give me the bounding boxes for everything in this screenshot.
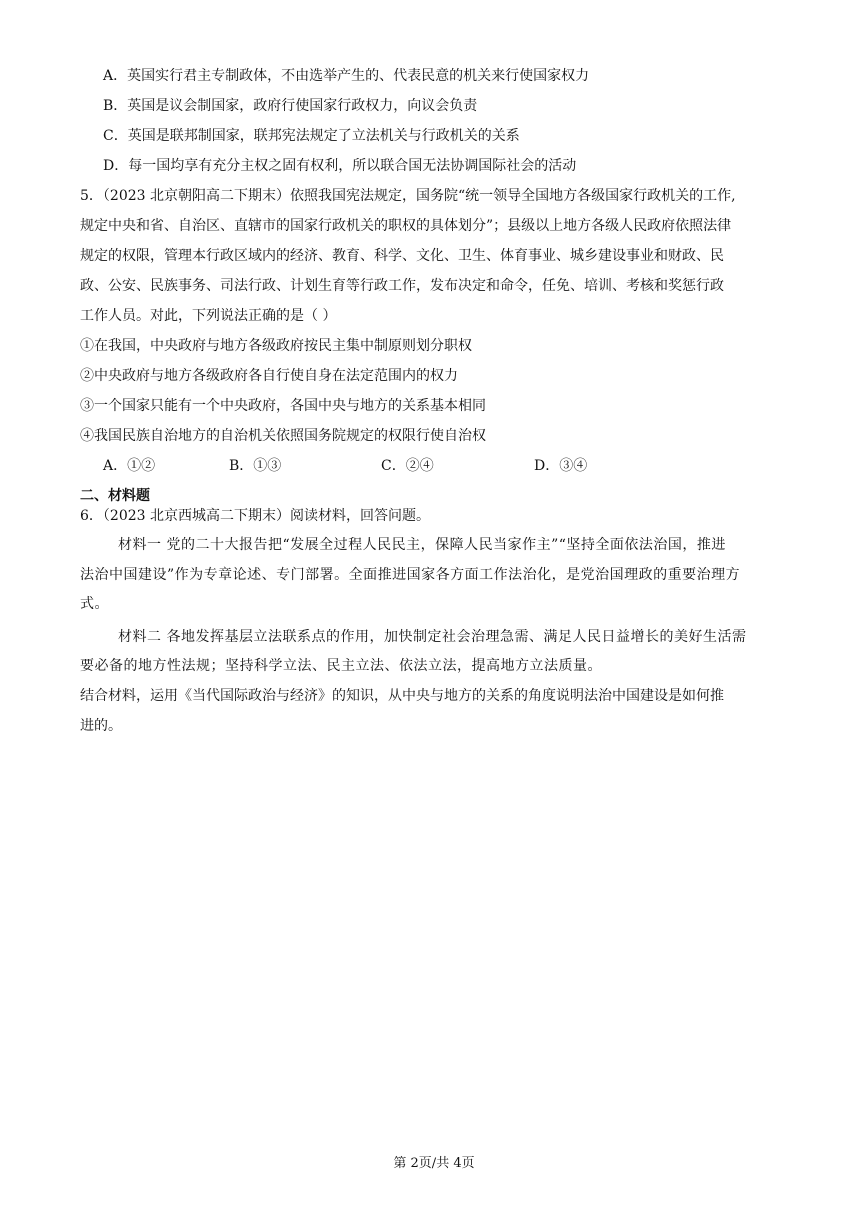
q5-option-c: C．②④	[381, 458, 434, 474]
q5-stem-line-5: 工作人员。对此，下列说法正确的是（ ）	[80, 308, 337, 324]
q6-material2-line-2: 要必备的地方性法规；坚持科学立法、民主立法、依法立法，提高地方立法质量。	[80, 658, 602, 674]
q6-question-line-2: 进的。	[80, 718, 122, 734]
q6-material1-line-2: 法治中国建设”作为专章论述、专门部署。全面推进国家各方面工作法治化，是党治国理政的重要治理方	[80, 567, 741, 583]
q5-statement-2: ②中央政府与地方各级政府各自行使自身在法定范围内的权力	[80, 368, 458, 384]
q6-material1-line-1: 材料一 党的二十大报告把“发展全过程人民民主，保障人民当家作主”“坚持全面依法治国，推进	[118, 537, 726, 553]
q5-options	[103, 456, 703, 476]
q4-option-a: A．英国实行君主专制政体，不由选举产生的、代表民意的机关来行使国家权力	[103, 68, 590, 84]
q5-stem-line-2: 规定中央和省、自治区、直辖市的国家行政机关的职权的具体划分”；县级以上地方各级人民政府依照法律	[80, 218, 732, 234]
q5-stem-line-4: 政、公安、民族事务、司法行政、计划生育等行政工作，发布决定和命令，任免、培训、考核和奖惩行政	[80, 278, 724, 294]
section-heading: 二、材料题	[80, 488, 150, 504]
q5-option-a: A．①②	[103, 458, 156, 474]
q6-intro: 6．（2023 北京西城高二下期末）阅读材料，回答问题。	[80, 508, 430, 524]
q6-material2-line-1: 材料二 各地发挥基层立法联系点的作用，加快制定社会治理急需、满足人民日益增长的美好生活需	[118, 629, 747, 645]
q4-option-d: D．每一国均享有充分主权之固有权利，所以联合国无法协调国际社会的活动	[103, 158, 577, 174]
q6-material1-line-3: 式。	[80, 596, 109, 612]
q5-statement-1: ①在我国，中央政府与地方各级政府按民主集中制原则划分职权	[80, 338, 472, 354]
q4-option-b: B．英国是议会制国家，政府行使国家行政权力，向议会负责	[103, 98, 478, 114]
q5-option-b: B．①③	[229, 458, 282, 474]
q5-statement-3: ③一个国家只能有一个中央政府，各国中央与地方的关系基本相同	[80, 398, 486, 414]
q5-stem-line-3: 规定的权限，管理本行政区域内的经济、教育、科学、文化、卫生、体育事业、城乡建设事业和财政、民	[80, 248, 724, 264]
q5-statement-4: ④我国民族自治地方的自治机关依照国务院规定的权限行使自治权	[80, 428, 486, 444]
page-number: 第 2页/共 4页	[393, 1156, 475, 1171]
q4-option-c: C．英国是联邦制国家，联邦宪法规定了立法机关与行政机关的关系	[103, 128, 520, 144]
q6-question-line-1: 结合材料，运用《当代国际政治与经济》的知识，从中央与地方的关系的角度说明法治中国建设是如何推	[80, 688, 724, 704]
q5-option-d: D．③④	[534, 458, 588, 474]
q5-stem-line-1: 5．（2023 北京朝阳高二下期末）依照我国宪法规定，国务院“统一领导全国地方各级国家行政机关的工作,	[80, 188, 736, 204]
